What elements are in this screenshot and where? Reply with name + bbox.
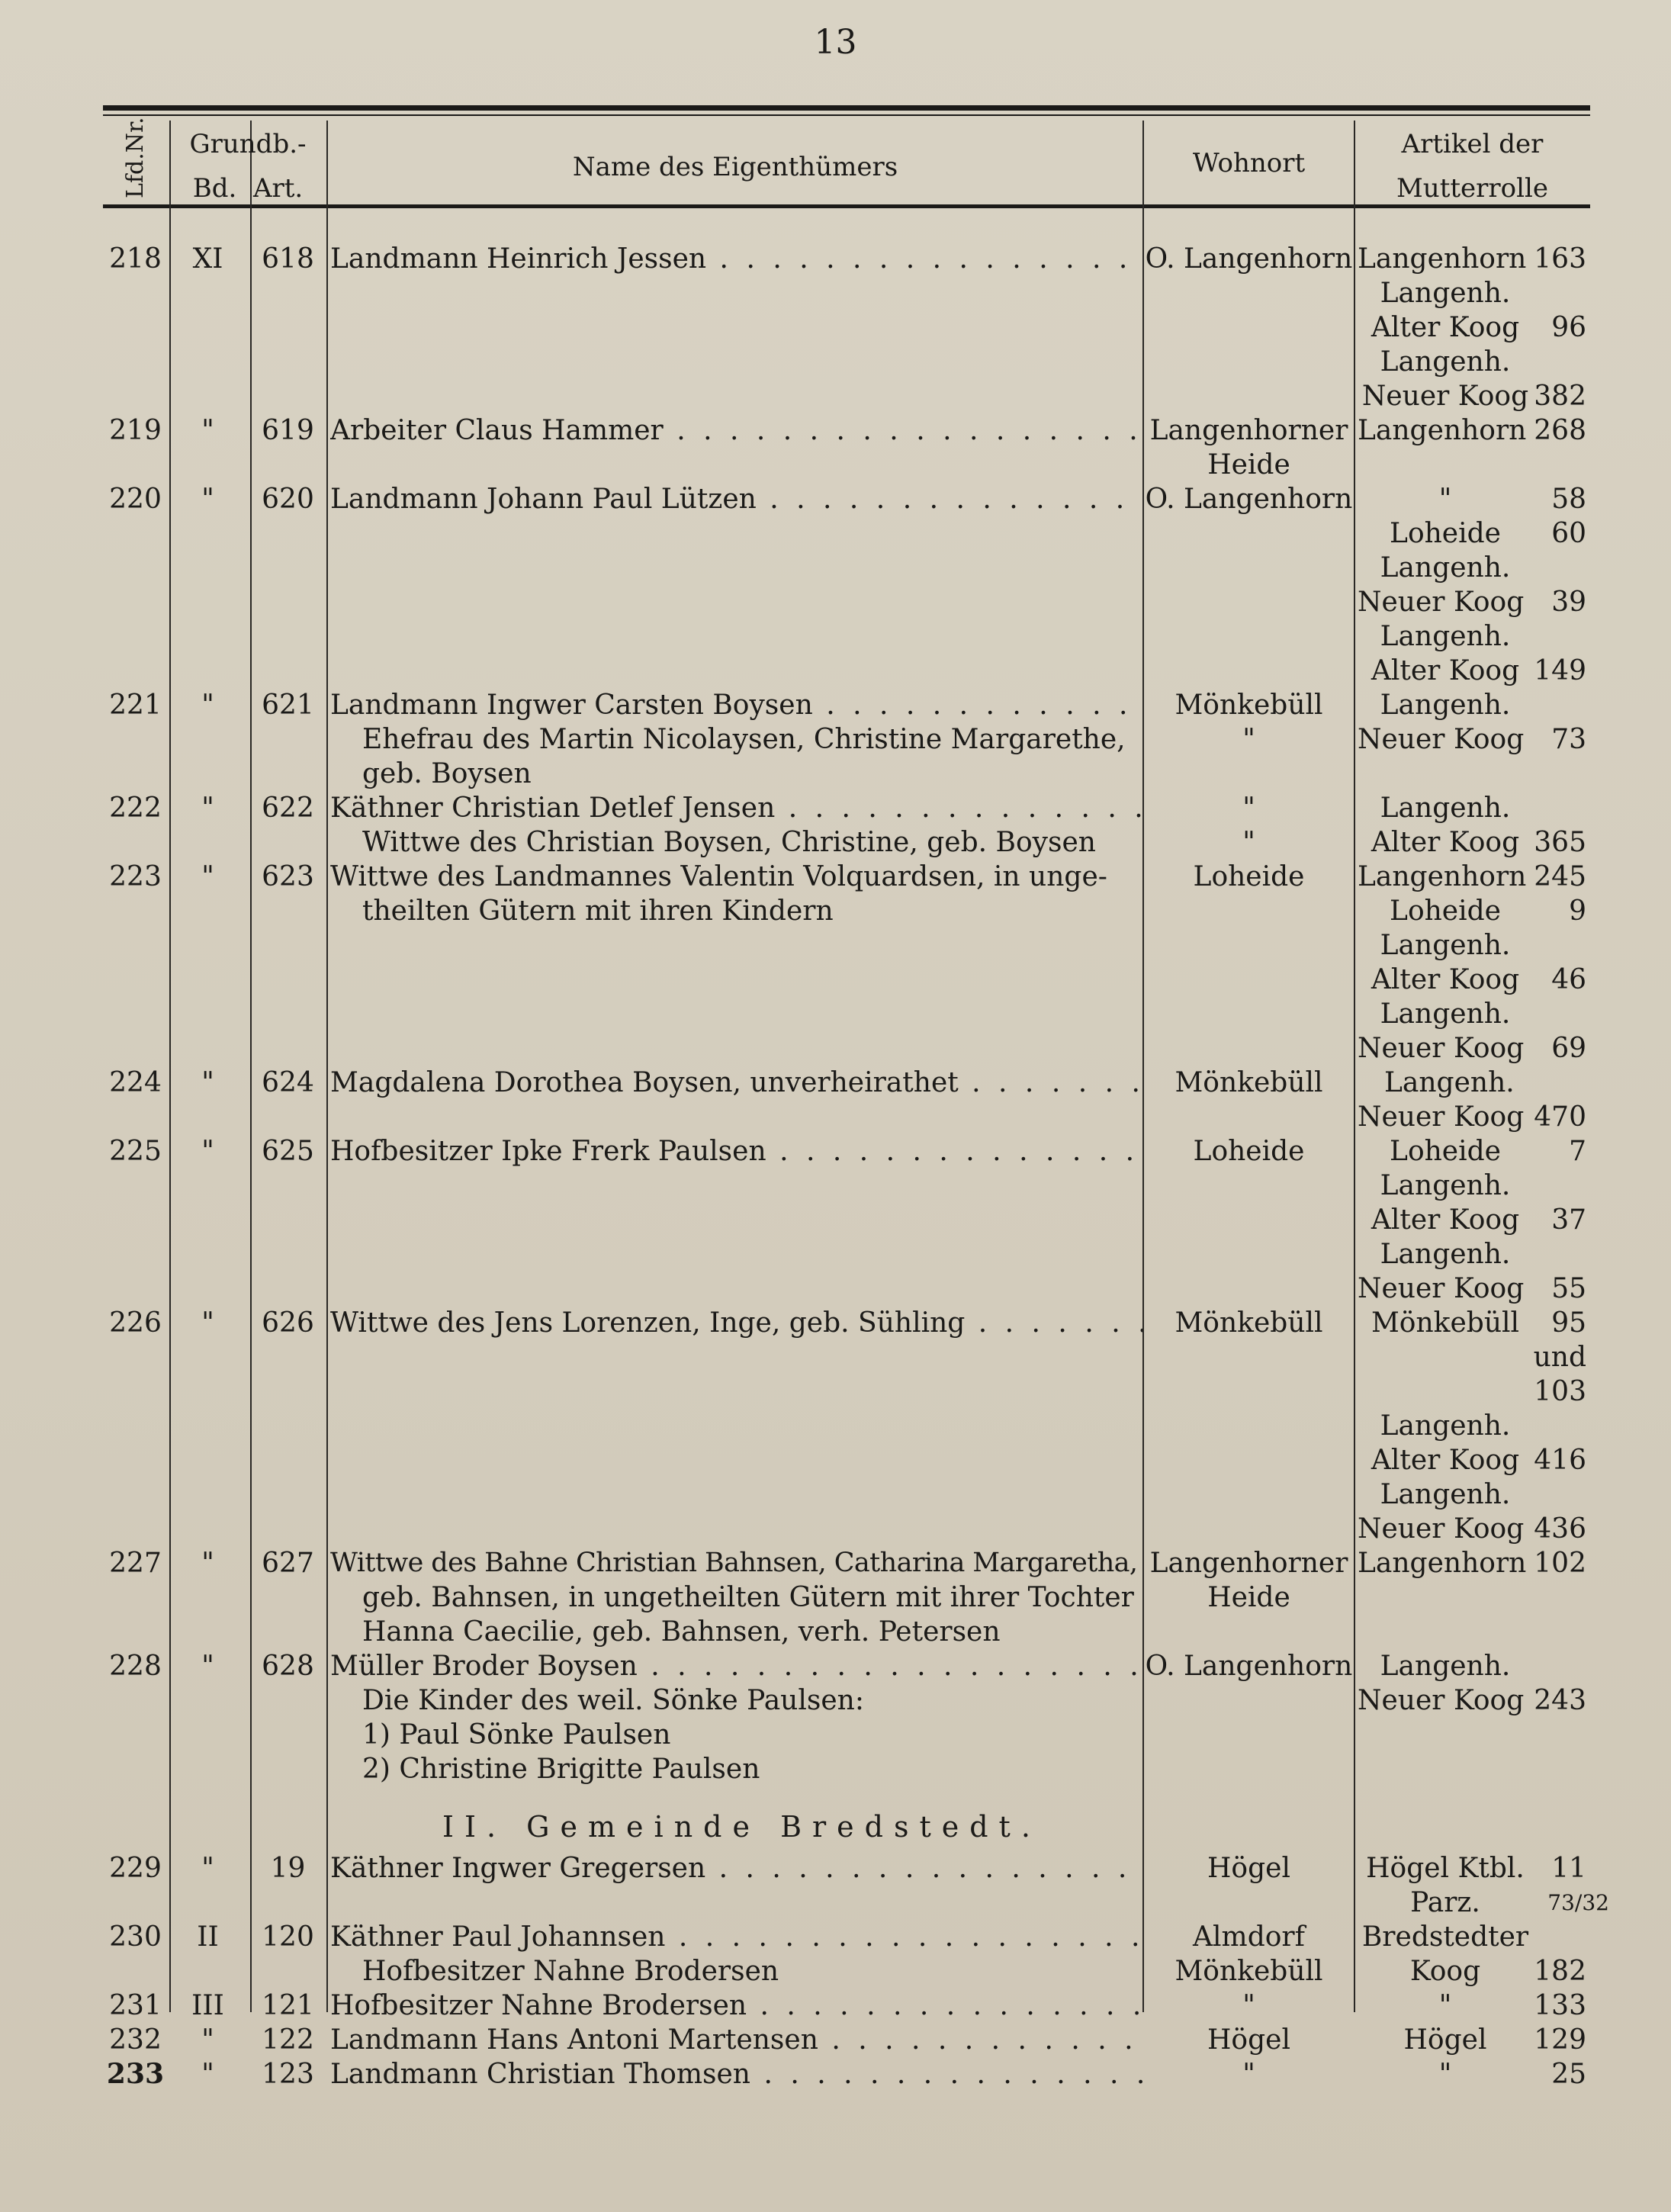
row-artikel-value: 103 [1534,1376,1586,1407]
row-number: 219 [109,415,162,446]
row-owner: Ehefrau des Martin Nicolaysen, Christine Margarethe, [362,724,1126,755]
row-number: 222 [109,793,162,824]
row-owner: Landmann Heinrich Jessen . . . [330,242,1142,276]
row-artikel-place: Langenh. [1380,930,1511,961]
table-row [0,1920,1671,1954]
row-article: 618 [262,243,314,275]
row-artikel-value: 96 [1551,312,1586,343]
row-band: " [201,415,214,446]
row-number: 220 [109,484,162,515]
row-band: " [201,1067,214,1098]
table-row-continuation [0,585,1671,619]
table-row [0,1649,1671,1683]
row-residence: Mönkebüll [1175,1956,1323,1987]
row-owner: Die Kinder des weil. Sönke Paulsen: [362,1685,864,1716]
row-artikel-value: 470 [1534,1101,1586,1133]
row-residence: O. Langenhorn [1145,243,1353,275]
table-row-continuation [0,997,1671,1031]
row-residence: " [1242,793,1255,824]
row-owner: Landmann Christian Thomsen . . . [330,2057,1142,2091]
row-article: 120 [262,1921,314,1953]
row-band: " [201,1136,214,1167]
row-artikel-place: Neuer Koog [1358,1273,1525,1304]
row-artikel-value: 95 [1551,1307,1586,1339]
row-band: " [201,793,214,824]
row-residence: Almdorf [1193,1921,1305,1953]
table-row [0,413,1671,448]
row-band: " [201,690,214,721]
row-band: XI [192,243,223,275]
row-artikel-value: 243 [1534,1685,1586,1716]
table-row-continuation [0,1031,1671,1066]
row-article: 620 [262,484,314,515]
table-row-continuation [0,1580,1671,1615]
table-row [0,1851,1671,1886]
row-number: 218 [109,243,162,275]
row-artikel-place: Langenh. [1380,346,1511,378]
table-row-continuation [0,1100,1671,1134]
row-artikel-place: Neuer Koog [1358,1685,1525,1716]
table-row-continuation [0,1443,1671,1477]
row-artikel-place: Mönkebüll [1371,1307,1520,1339]
row-artikel-place: Langenh. [1384,1067,1515,1098]
table-row-continuation [0,1272,1671,1306]
row-artikel-value: 133 [1534,1990,1586,2021]
row-band: " [201,1853,214,1884]
row-residence: Mönkebüll [1175,1067,1323,1098]
table-row-continuation [0,894,1671,928]
row-residence: Langenhorner [1149,415,1348,446]
row-artikel-place: Alter Koog [1371,312,1520,343]
table-row-continuation [0,825,1671,860]
row-artikel-place: Neuer Koog [1358,1033,1525,1064]
table-row-continuation [0,963,1671,997]
row-artikel-place: " [1438,484,1452,515]
table-row [0,482,1671,516]
table-row-continuation [0,1615,1671,1649]
row-artikel-place: " [1438,2059,1452,2090]
table-row-continuation [0,1954,1671,1989]
row-article: 624 [262,1067,314,1098]
row-residence: O. Langenhorn [1145,1651,1353,1682]
row-artikel-place: Langenh. [1380,1651,1511,1682]
row-artikel-place: Neuer Koog [1358,1101,1525,1133]
row-artikel-place: Langenh. [1380,552,1511,584]
table-row-continuation [0,1340,1671,1374]
table-row-continuation [0,1203,1671,1237]
row-artikel-value: und [1533,1342,1586,1373]
row-band: " [201,2024,214,2056]
row-artikel-place: Langenh. [1380,998,1511,1030]
table-row [0,2057,1671,2091]
row-owner: Käthner Ingwer Gregersen . . . [330,1851,1142,1886]
row-band: " [201,1548,214,1579]
row-owner: Hofbesitzer Nahne Brodersen . . . [330,1989,1142,2023]
row-article: 122 [262,2024,314,2056]
row-number: 224 [109,1067,162,1098]
row-band: " [201,861,214,892]
row-artikel-value: 37 [1551,1204,1586,1236]
row-article: 123 [262,2059,314,2090]
row-article: 627 [262,1548,314,1579]
row-number: 232 [109,2024,162,2056]
row-article: 625 [262,1136,314,1167]
row-artikel-place: Alter Koog [1371,1204,1520,1236]
row-artikel-place: Högel Ktbl. [1366,1853,1525,1884]
row-artikel-value: 55 [1551,1273,1586,1304]
header-bd-art [172,166,324,211]
row-number: 221 [109,690,162,721]
row-residence: Mönkebüll [1175,690,1323,721]
row-number: 229 [109,1853,162,1884]
row-owner: Wittwe des Landmannes Valentin Volquardsen, in unge- [330,861,1107,892]
row-artikel-value: 69 [1551,1033,1586,1064]
row-owner: Wittwe des Christian Boysen, Christine, geb. Boysen [362,827,1096,858]
row-residence: Mönkebüll [1175,1307,1323,1339]
header-nr-label: Lfd.Nr. [122,117,149,198]
row-artikel-place: Langenh. [1380,621,1511,652]
row-artikel-value: 25 [1551,2059,1586,2090]
row-artikel-place: Neuer Koog [1358,724,1525,755]
row-owner: Käthner Paul Johannsen . . . [330,1920,1142,1954]
header-nr [105,117,166,202]
row-artikel-place: " [1438,1990,1452,2021]
header-art: Art. [252,173,304,204]
row-owner: Hanna Caecilie, geb. Bahnsen, verh. Petersen [362,1616,1001,1648]
row-number: 233 [106,2058,165,2090]
table-row-continuation [0,448,1671,482]
table-row [0,242,1671,276]
row-article: 623 [262,861,314,892]
row-artikel-value: 7 [1569,1136,1586,1167]
row-artikel-place: Langenh. [1380,1410,1511,1442]
row-residence: Loheide [1193,861,1305,892]
row-residence: " [1242,724,1255,755]
row-artikel-place: Högel [1403,2024,1487,2056]
row-owner: Hofbesitzer Ipke Frerk Paulsen . . . [330,1134,1142,1169]
row-band: " [201,2059,214,2090]
table-row-continuation [0,1169,1671,1203]
table-row-continuation [0,1718,1671,1752]
row-owner: Magdalena Dorothea Boysen, unverheirathet . . . [330,1066,1142,1100]
row-artikel-place: Loheide [1390,895,1501,927]
row-article: 121 [262,1990,314,2021]
page-number: 13 [814,23,857,62]
row-residence: Langenhorner [1149,1548,1348,1579]
row-artikel-place: Langenh. [1380,1479,1511,1510]
table-row [0,1989,1671,2023]
row-artikel-place: Neuer Koog [1358,587,1525,618]
row-number: 225 [109,1136,162,1167]
table-row-continuation [0,722,1671,757]
header-artikel-line1: Artikel der [1401,129,1544,159]
table-row [0,1306,1671,1340]
top-rule-thick [103,105,1590,111]
row-artikel-value: 58 [1551,484,1586,515]
row-number: 230 [109,1921,162,1953]
table-row-continuation [0,516,1671,551]
table-row [0,1546,1671,1580]
row-article: 622 [262,793,314,824]
row-artikel-place: Langenh. [1380,1170,1511,1201]
row-article: 626 [262,1307,314,1339]
row-artikel-place: Langenh. [1380,278,1511,309]
row-artikel-value: 39 [1551,587,1586,618]
row-article: 628 [262,1651,314,1682]
table-row-continuation [0,1409,1671,1443]
row-artikel-value: 11 [1551,1853,1586,1884]
row-residence: O. Langenhorn [1145,484,1353,515]
row-number: 227 [109,1548,162,1579]
header-bd: Bd. [192,173,237,204]
table-row-continuation [0,276,1671,310]
table-row-continuation [0,619,1671,654]
row-artikel-value: 73 [1551,724,1586,755]
row-artikel-value: 46 [1551,964,1586,995]
row-artikel-place: Langenhorn [1358,243,1527,275]
table-row-continuation [0,345,1671,379]
row-artikel-value: 436 [1534,1513,1586,1545]
row-artikel-place: Neuer Koog [1358,1513,1525,1545]
row-owner: 2) Christine Brigitte Paulsen [362,1754,760,1785]
row-residence: Loheide [1193,1136,1305,1167]
table-row-continuation [0,928,1671,963]
table-row-continuation [0,1886,1671,1920]
table-row-continuation [0,310,1671,345]
row-artikel-place: Alter Koog [1371,1445,1520,1476]
table-row [0,2023,1671,2057]
row-artikel-place: Langenh. [1380,690,1511,721]
header-wohnort: Wohnort [1192,148,1306,178]
row-artikel-value: 9 [1569,895,1586,927]
top-rule-thin [103,114,1590,116]
row-artikel-place: Langenh. [1380,793,1511,824]
row-owner: geb. Boysen [362,758,532,789]
row-number: 228 [109,1651,162,1682]
row-artikel-value: 182 [1534,1956,1586,1987]
table-row-continuation [0,551,1671,585]
row-owner: 1) Paul Sönke Paulsen [362,1719,671,1751]
table-row-continuation [0,379,1671,413]
row-band: III [191,1990,224,2021]
row-artikel-place: Koog [1409,1956,1481,1987]
row-residence: Heide [1207,449,1290,481]
row-owner: geb. Bahnsen, in ungetheilten Gütern mit ihrer Tochter [362,1582,1134,1613]
row-band: " [201,1651,214,1682]
row-artikel-place: Alter Koog [1371,655,1520,686]
table-row [0,860,1671,894]
row-artikel-place: Langenhorn [1358,861,1527,892]
row-artikel-value: 73/32 [1547,1890,1609,1915]
row-artikel-value: 102 [1534,1548,1586,1579]
row-owner: Wittwe des Jens Lorenzen, Inge, geb. Sühling . . . [330,1306,1142,1340]
row-artikel-place: Alter Koog [1371,827,1520,858]
row-owner: theilten Gütern mit ihren Kindern [362,895,834,927]
row-artikel-value: 365 [1534,827,1586,858]
row-artikel-place: Langenhorn [1358,1548,1527,1579]
row-article: 19 [270,1853,306,1884]
row-artikel-value: 129 [1534,2024,1586,2056]
table-row-continuation [0,1683,1671,1718]
table-row-continuation [0,1237,1671,1272]
table-row-continuation [0,1477,1671,1512]
row-artikel-place: Bredstedter [1361,1921,1529,1953]
row-artikel-place: Langenh. [1380,1239,1511,1270]
table-row [0,791,1671,825]
row-owner: Landmann Hans Antoni Martensen . . . [330,2023,1142,2057]
section-heading: II. Gemeinde Bredstedt. [442,1810,1041,1844]
row-artikel-value: 60 [1551,518,1586,549]
row-artikel-value: 149 [1534,655,1586,686]
row-artikel-value: 382 [1534,381,1586,412]
row-artikel-place: Parz. [1410,1887,1480,1918]
row-article: 619 [262,415,314,446]
table-row-continuation [0,654,1671,688]
table-row-continuation [0,1752,1671,1786]
row-artikel-place: Langenhorn [1358,415,1527,446]
row-owner: Müller Broder Boysen . . . [330,1649,1142,1683]
header-name: Name des Eigenthümers [572,152,898,182]
row-artikel-value: 416 [1534,1445,1586,1476]
table-row-continuation [0,757,1671,791]
row-owner: Arbeiter Claus Hammer . . . [330,413,1142,448]
header-grundbuch [172,122,324,211]
row-owner: Hofbesitzer Nahne Brodersen [362,1956,779,1987]
row-article: 621 [262,690,314,721]
header-grundbuch-label: Grundb.- [189,129,307,159]
row-artikel-value: 245 [1534,861,1586,892]
row-number: 231 [109,1990,162,2021]
table-row [0,1066,1671,1100]
row-residence: " [1242,2059,1255,2090]
row-owner: Wittwe des Bahne Christian Bahnsen, Catharina Margaretha, [330,1548,1138,1578]
row-band: " [201,484,214,515]
row-number: 226 [109,1307,162,1339]
row-number: 223 [109,861,162,892]
row-artikel-place: Alter Koog [1371,964,1520,995]
row-residence: Heide [1207,1582,1290,1613]
header-artikel [1356,122,1589,211]
row-artikel-value: 163 [1534,243,1586,275]
row-artikel-value: 268 [1534,415,1586,446]
table-row-continuation [0,1374,1671,1409]
row-artikel-place: Loheide [1390,518,1501,549]
table-row [0,688,1671,722]
row-band: " [201,1307,214,1339]
table-row-continuation [0,1512,1671,1546]
header-artikel-line2: Mutterrolle [1396,173,1548,204]
table-row [0,1134,1671,1169]
row-band: II [197,1921,219,1953]
row-artikel-place: Loheide [1390,1136,1501,1167]
row-residence: Högel [1207,2024,1290,2056]
row-owner: Käthner Christian Detlef Jensen . . . [330,791,1142,825]
row-artikel-place: Neuer Koog [1361,381,1529,412]
row-residence: " [1242,827,1255,858]
row-residence: " [1242,1990,1255,2021]
row-owner: Landmann Ingwer Carsten Boysen . . . [330,688,1142,722]
row-residence: Högel [1207,1853,1290,1884]
row-owner: Landmann Johann Paul Lützen . . . [330,482,1142,516]
